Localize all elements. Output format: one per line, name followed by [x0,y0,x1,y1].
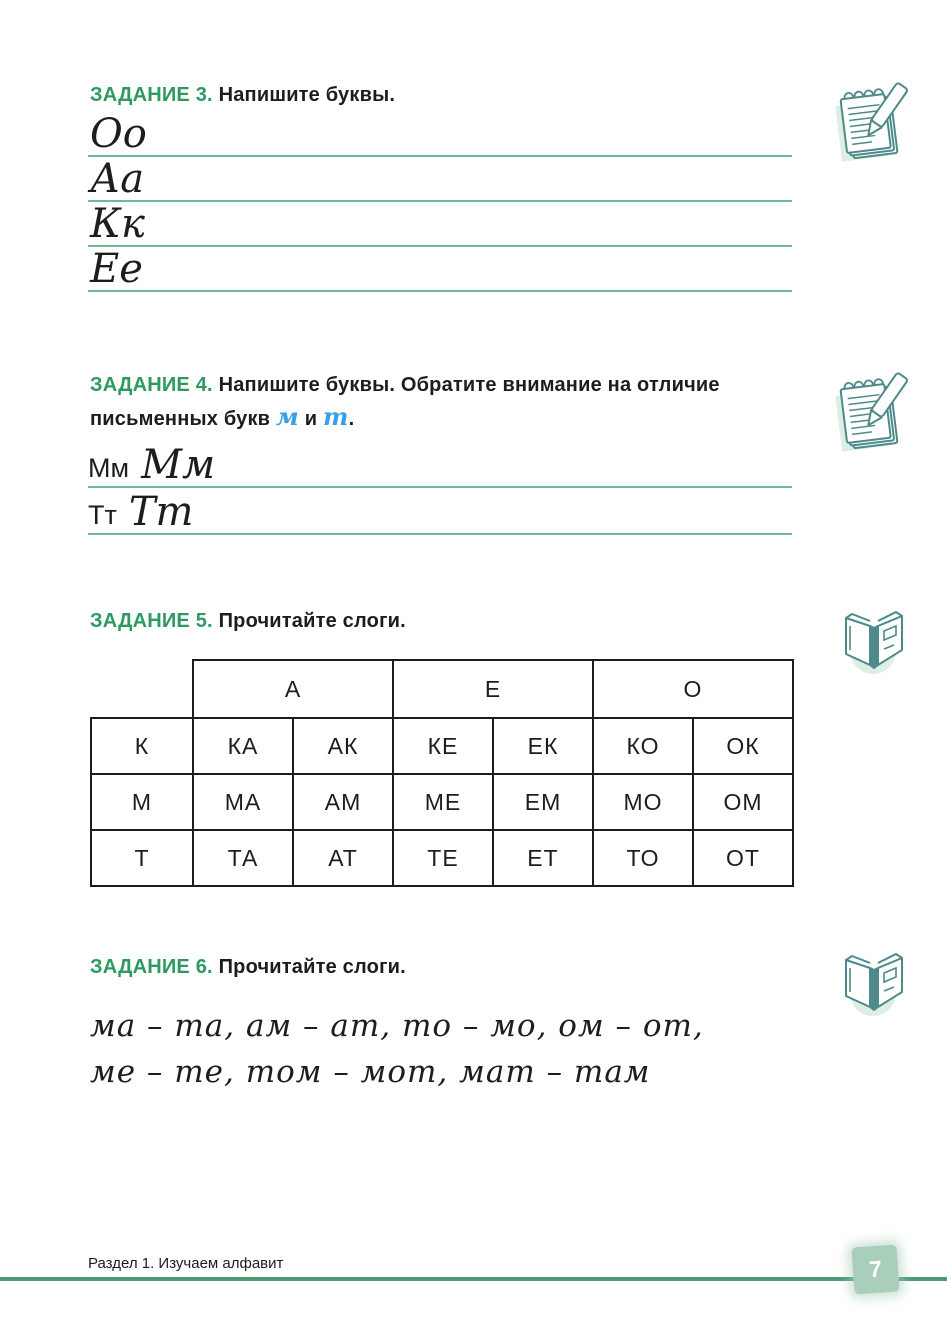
task6-label: ЗАДАНИЕ 6. [90,956,213,978]
syllable-cell: ЕК [493,718,593,774]
row-consonant: М [91,774,193,830]
open-book-icon [836,604,916,681]
page-number-badge [851,1244,899,1294]
task3-instruction: Напишите буквы. [218,84,396,106]
column-group-o: О [593,660,793,718]
syllable-cell: МЕ [393,774,493,830]
syllable-cell: КА [193,718,293,774]
task4-label: ЗАДАНИЕ 4. [90,374,213,396]
syllable-cell: ОТ [693,830,793,886]
syllable-table [90,659,794,887]
task4-and: и [304,408,318,430]
task3-label: ЗАДАНИЕ 3. [90,84,213,106]
footer-section-label: Раздел 1. Изучаем алфавит [88,1255,284,1272]
notepad-pencil-icon [832,366,912,463]
table-row-k [91,718,793,774]
column-group-e: Е [393,660,593,718]
print-letter-pair: Тт [88,500,117,530]
syllable-cell: АТ [293,830,393,886]
table-row-m [91,774,793,830]
syllable-cell: КЕ [393,718,493,774]
syllable-cell: МА [193,774,293,830]
task5-heading [90,610,406,633]
syllable-cursive-line: ме – те, том – мот, мат – там [90,1054,651,1090]
cursive-letter-pair: Мм [141,442,216,488]
syllable-cell: ТО [593,830,693,886]
cursive-letter-pair: Оо [90,111,147,157]
cursive-letter-pair: Кк [90,201,145,247]
task4-period: . [348,408,355,430]
cursive-t-sample: т [322,402,349,431]
syllable-cell: АМ [293,774,393,830]
open-book-icon [836,946,916,1023]
writing-line [88,491,792,535]
cursive-letter-pair: Ее [90,246,143,292]
row-consonant: Т [91,830,193,886]
task6-heading [90,956,406,979]
page-number: 7 [868,1255,883,1283]
task3-heading [90,84,395,107]
syllable-cell: ЕТ [493,830,593,886]
writing-line [88,113,792,157]
task5-label: ЗАДАНИЕ 5. [90,610,213,632]
syllable-cell: ОМ [693,774,793,830]
writing-line [88,444,792,488]
task4-heading [90,370,750,435]
table-header-row [91,660,793,718]
task5-instruction: Прочитайте слоги. [218,610,406,632]
row-consonant: К [91,718,193,774]
syllable-cell: ТА [193,830,293,886]
column-group-a: А [193,660,393,718]
print-letter-pair: Мм [88,453,130,483]
syllable-cell: ОК [693,718,793,774]
writing-line [88,203,792,247]
notepad-pencil-icon [832,76,912,173]
writing-line [88,158,792,202]
syllable-cell: АК [293,718,393,774]
table-row-t [91,830,793,886]
syllable-cursive-line: ма – та, ам – ат, то – мо, ом – от, [90,1008,704,1044]
syllable-cell: КО [593,718,693,774]
syllable-cell: ТЕ [393,830,493,886]
task4-instruction: Напишите буквы. Обратите внимание на отличие письменных букв [90,374,720,430]
syllable-cell: ЕМ [493,774,593,830]
writing-line [88,248,792,292]
footer-rule [0,1277,947,1281]
cursive-m-sample: м [275,402,299,431]
task6-instruction: Прочитайте слоги. [218,956,406,978]
cursive-letter-pair: Тт [128,489,194,535]
table-corner-cell [91,660,193,718]
syllable-cell: МО [593,774,693,830]
cursive-letter-pair: Аа [90,156,145,202]
